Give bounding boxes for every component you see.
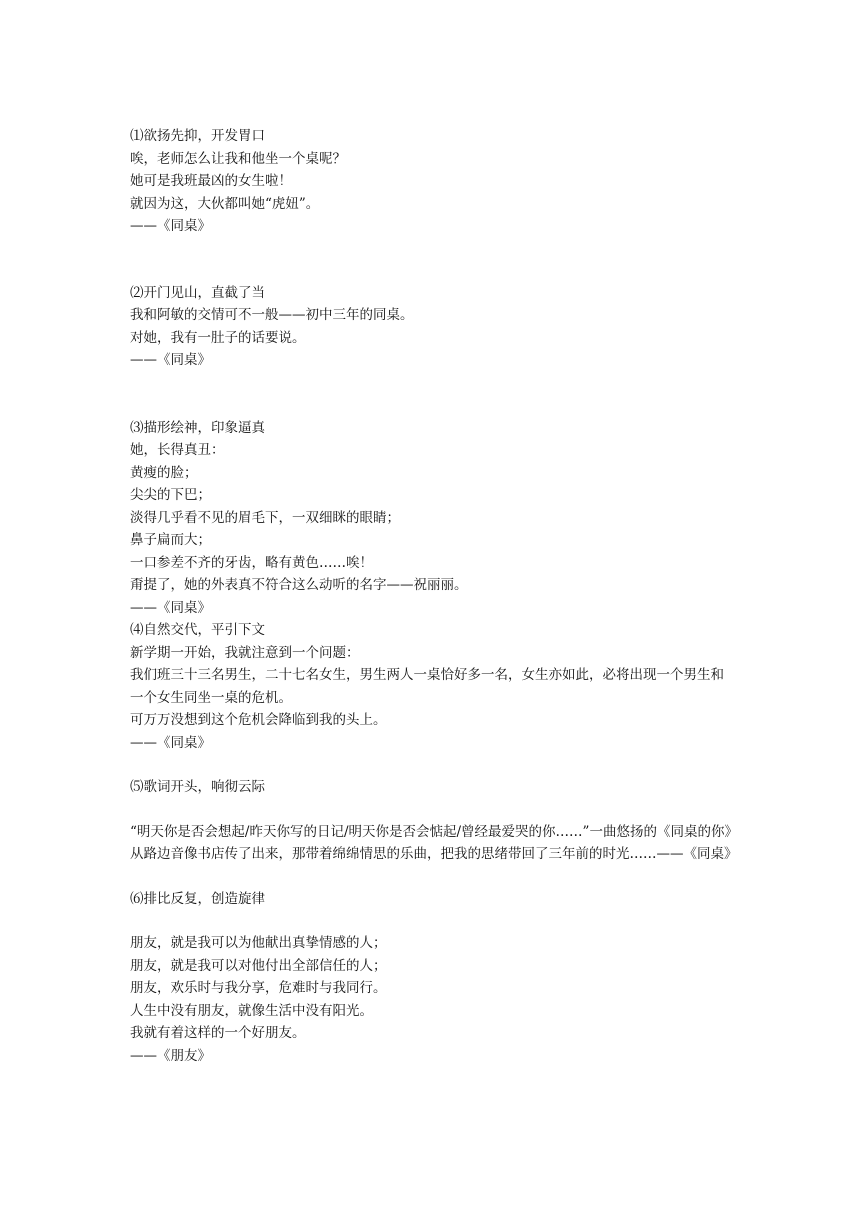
source-line: ——《同桌》 — [130, 352, 211, 368]
section-heading: ⑷自然交代，平引下文 — [130, 622, 265, 638]
text-line: 我就有着这样的一个好朋友。 — [130, 1025, 306, 1041]
text-line: 新学期一开始，我就注意到一个问题： — [130, 644, 360, 661]
text-line: 黄瘦的脸； — [130, 464, 198, 481]
document-body — [130, 125, 738, 1067]
section-heading: ⑴欲扬先抑，开发胃口 — [130, 128, 265, 144]
source-line: ——《同桌》 — [130, 599, 211, 616]
section-heading: ⑶描形绘神，印象逼真 — [130, 419, 265, 436]
text-line: 鼻子扁而大； — [130, 532, 211, 548]
section-4 — [130, 619, 735, 754]
section-6 — [130, 888, 735, 1068]
section-3 — [130, 417, 735, 620]
section-spacer — [130, 754, 735, 776]
section-heading: ⑵开门见山，直截了当 — [130, 284, 265, 301]
text-paragraph: “明天你是否会想起/昨天你写的日记/明天你是否会惦起/曾经最爱哭的你……”一曲悠扬的《同桌的你》从路边音像书店传了出来，那带着绵绵情思的乐曲，把我的思绪带回了三年前的时光……——《同桌》 — [130, 823, 738, 862]
text-line: 可万万没想到这个危机会降临到我的头上。 — [130, 712, 387, 728]
section-spacer — [130, 866, 735, 888]
section-1 — [130, 125, 735, 238]
text-line: 她，长得真丑： — [130, 442, 225, 458]
text-line: 对她，我有一肚子的话要说。 — [130, 329, 306, 346]
text-line: 唉，老师怎么让我和他坐一个桌呢？ — [130, 150, 346, 167]
text-line: 朋友，欢乐时与我分享，危难时与我同行。 — [130, 980, 387, 996]
section-heading: ⑹排比反复，创造旋律 — [130, 890, 265, 907]
text-line: 就因为这，大伙都叫她“虎妞”。 — [130, 195, 320, 212]
text-line: 朋友，就是我可以对他付出全部信任的人； — [130, 957, 387, 974]
text-line: 淡得几乎看不见的眉毛下，一双细眯的眼睛； — [130, 509, 400, 526]
text-line: 人生中没有朋友，就像生活中没有阳光。 — [130, 1002, 373, 1019]
section-5 — [130, 776, 738, 866]
source-line: ——《同桌》 — [130, 218, 211, 234]
section-heading: ⑸歌词开头，响彻云际 — [130, 779, 265, 795]
text-line: 朋友，就是我可以为他献出真挚情感的人； — [130, 935, 387, 951]
source-line: ——《同桌》 — [130, 734, 211, 751]
text-line: 尖尖的下巴； — [130, 487, 211, 503]
text-line: 甭提了，她的外表真不符合这么动听的名字——祝丽丽。 — [130, 577, 468, 593]
paragraph-spacer — [130, 799, 735, 821]
text-line: 一口参差不齐的牙齿，略有黄色……唉！ — [130, 554, 373, 571]
section-2 — [130, 282, 735, 372]
section-spacer — [130, 372, 735, 417]
section-spacer — [130, 238, 735, 282]
paragraph-spacer — [130, 910, 735, 932]
source-line: ——《朋友》 — [130, 1047, 211, 1064]
text-line: 我和阿敏的交情可不一般——初中三年的同桌。 — [130, 307, 414, 323]
text-paragraph: 我们班三十三名男生，二十七名女生，男生两人一桌恰好多一名，女生亦如此，必将出现一个男生和一个女生同坐一桌的危机。 — [130, 667, 724, 706]
text-line: 她可是我班最凶的女生啦！ — [130, 173, 292, 189]
